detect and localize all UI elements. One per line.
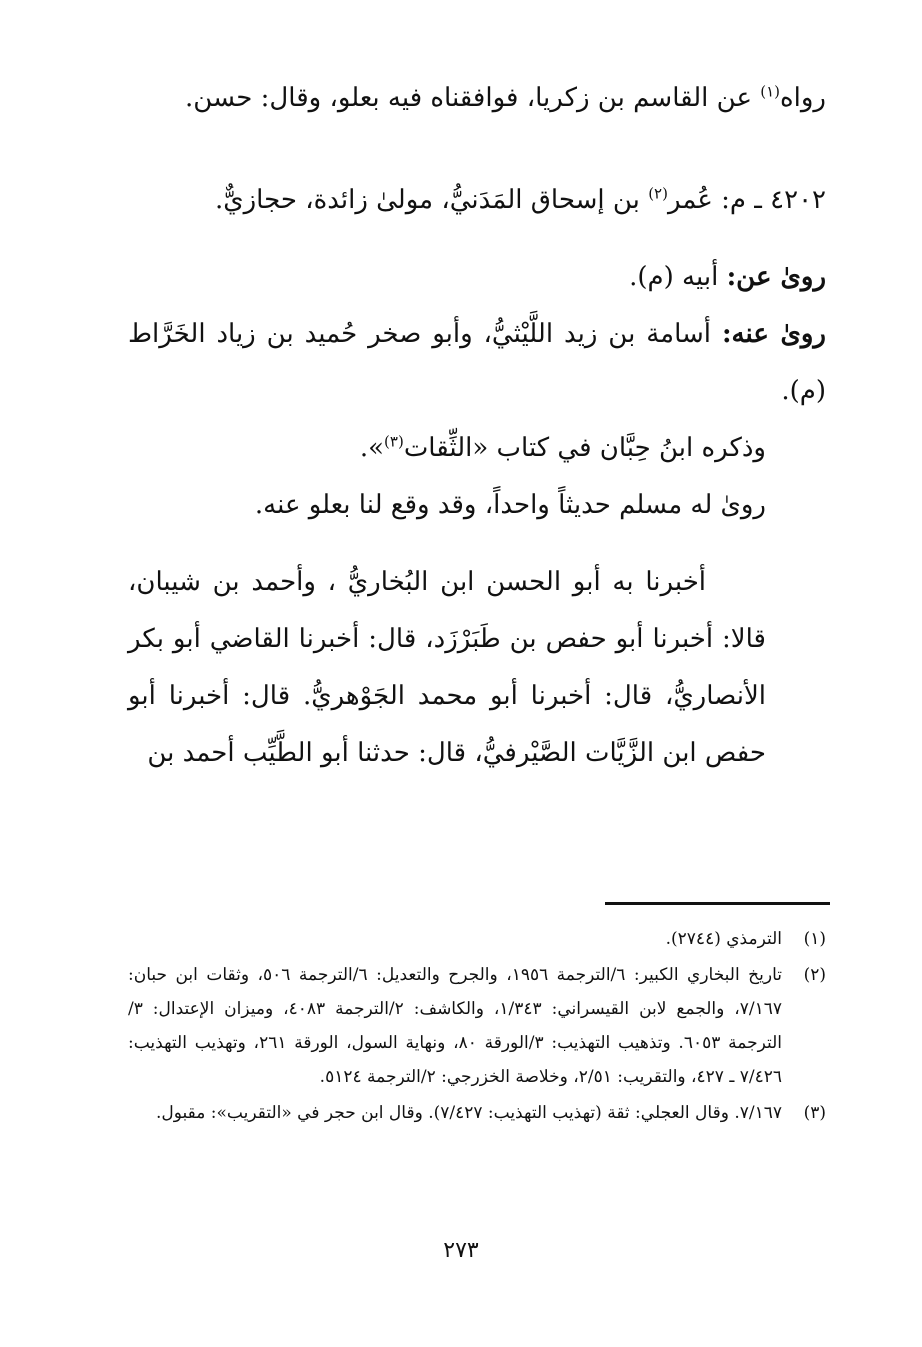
thiqat-mention xyxy=(128,420,826,477)
narrated-from-label: روىٰ عن: xyxy=(726,262,826,292)
footnote-3 xyxy=(128,1096,826,1130)
paragraph-riwayah xyxy=(128,70,826,127)
narrated-by-label: روىٰ عنه: xyxy=(721,319,826,349)
footnote-1 xyxy=(128,922,826,956)
entry-name: عُمر xyxy=(667,185,722,215)
footnote-text: ٧/١٦٧. وقال العجلي: ثقة (تهذيب التهذيب: ٧/٤٢٧). وقال ابن حجر في «التقريب»: مقبول. xyxy=(156,1103,782,1123)
footnote-number: (٣) xyxy=(803,1103,826,1123)
narrated-from xyxy=(128,249,826,306)
text-segment: عن القاسم بن زكريا، فوافقناه فيه بعلو، وقال: حسن. xyxy=(185,83,761,113)
entry-heading xyxy=(128,172,826,229)
footnote-ref-3: (٣) xyxy=(384,432,404,451)
footnote-text: تاريخ البخاري الكبير: ٦/الترجمة ١٩٥٦، والجرح والتعديل: ٦/الترجمة ٥٠٦، وثقات ابن حبان: ٧/١٦٧، والجمع لابن القيسراني: ١/٣٤٣، والكاشف: ٢/الترجمة ٤٠٨٣، وميزان الإعتدال: ٣/الترجمة ٦٠٥٣. وتذهيب التهذيب: ٣/الورقة ٨٠، ونهاية السول، الورقة ٢٦١، وتهذيب التهذيب: ٧/٤٢٦ ـ ٤٢٧، والتقريب: ٢/٥١، وخلاصة الخزرجي: ٢/الترجمة ٥١٢٤. xyxy=(128,965,783,1087)
footnote-number: (١) xyxy=(803,929,826,949)
narration-note: روىٰ له مسلم حديثاً واحداً، وقد وقع لنا بعلو عنه. xyxy=(254,490,766,520)
footnote-text: الترمذي (٢٧٤٤). xyxy=(665,929,782,949)
footnote-ref-2: (٢) xyxy=(648,184,668,203)
footnote-2 xyxy=(128,958,826,1094)
entry-number: ٤٢٠٢ ـ م: xyxy=(721,185,826,215)
footnote-ref-1: (١) xyxy=(760,82,781,101)
footnote-number: (٢) xyxy=(803,965,826,985)
narrated-from-text: أبيه (م). xyxy=(629,262,727,292)
text-segment: ». xyxy=(359,433,385,463)
text-segment: وذكره ابنُ حِبَّان في كتاب «الثِّقات xyxy=(403,433,766,463)
isnad-paragraph: أخبرنا به أبو الحسن ابن البُخاريُّ ، وأحمد بن شيبان، قالا: أخبرنا أبو حفص بن طَبَرْزَد، قال: أخبرنا القاضي أبو بكر الأنصاريُّ، قال: أخبرنا أبو محمد الجَوْهريُّ. قال: أخبرنا أبو حفص ابن الزَّيَّات الصَّيْرفيُّ، قال: حدثنا أبو الطَّيِّب أحمد بن xyxy=(128,567,766,768)
narrated-by xyxy=(128,306,826,420)
main-text xyxy=(128,70,826,782)
page-number: ٢٧٣ xyxy=(443,1238,479,1263)
text-segment: رواه xyxy=(780,83,826,113)
footnote-separator xyxy=(605,902,830,905)
footnotes xyxy=(128,922,826,1132)
narrated-by-text: أسامة بن زيد اللَّيْثيُّ، وأبو صخر حُميد بن زياد الخَرَّاط (م). xyxy=(128,319,826,406)
entry-description: بن إسحاق المَدَنيُّ، مولىٰ زائدة، حجازيٌّ. xyxy=(214,185,649,215)
